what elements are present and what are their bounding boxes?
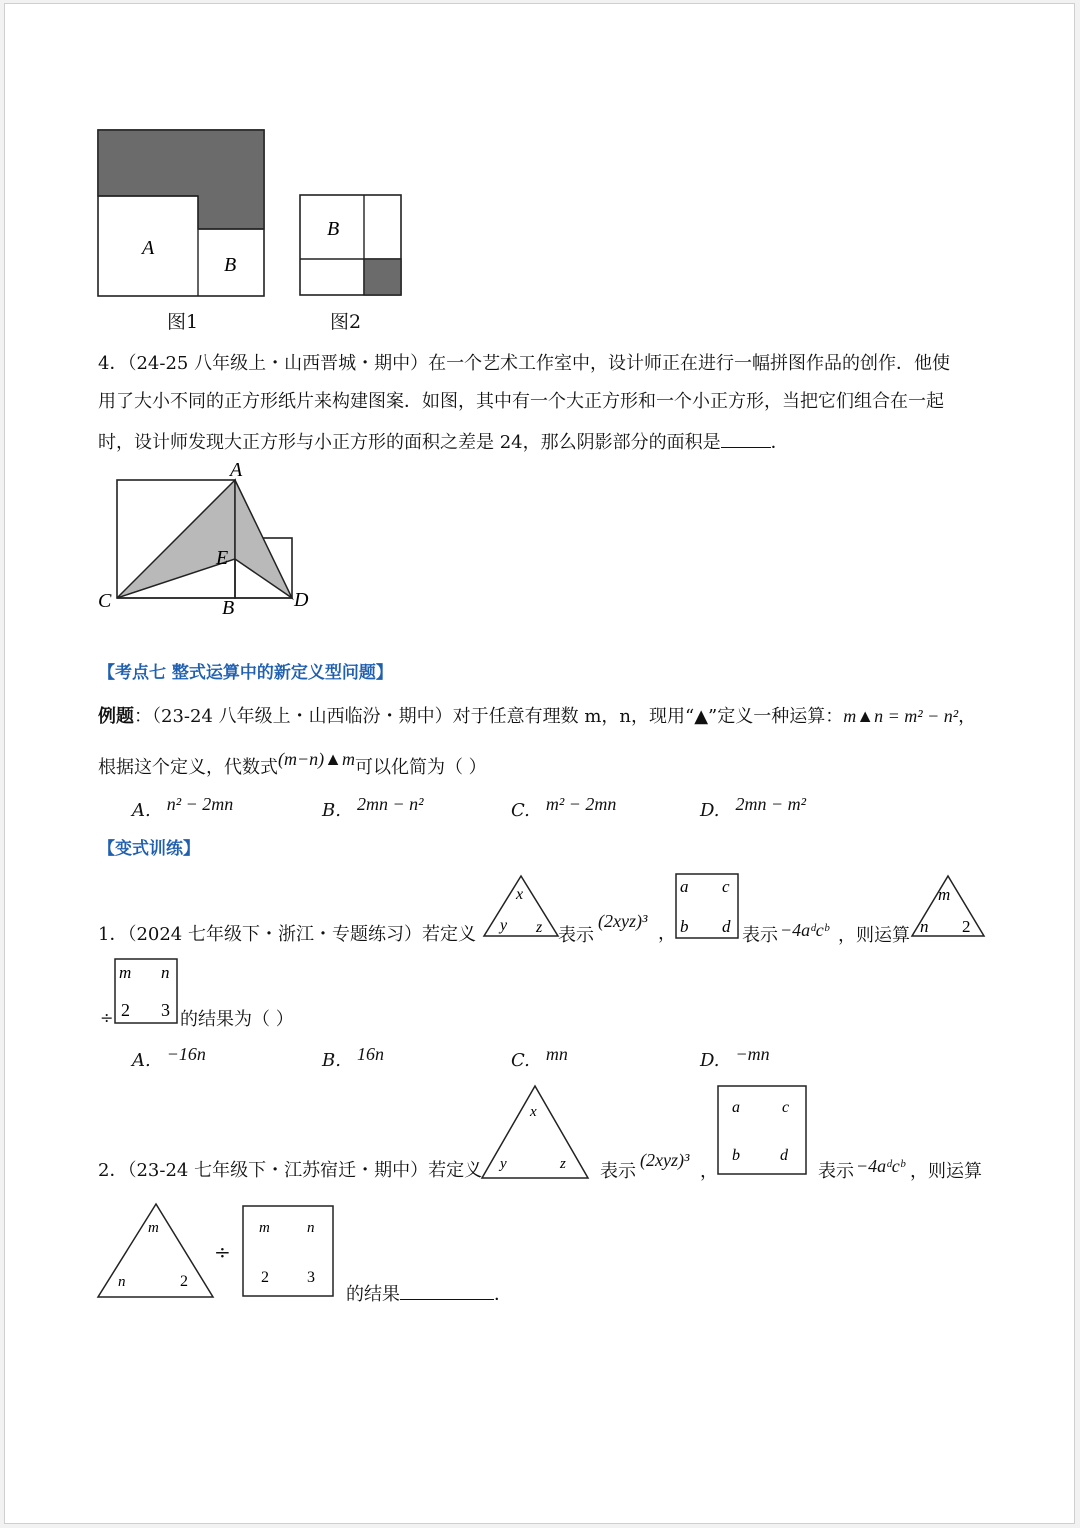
practice-q2-then: ，则运算 [910, 1161, 982, 1182]
practice-q2-box [716, 1084, 808, 1176]
figure-2 [298, 193, 404, 298]
svg-text:z: z [560, 1156, 566, 1172]
q4-line-2: 用了大小不同的正方形纸片来构建图案．如图，其中有一个大正方形和一个小正方形，当把它们组合在一起 [98, 391, 944, 412]
svg-text:y: y [500, 917, 508, 934]
svg-text:m: m [148, 1220, 159, 1236]
figure-2-shaded-square [364, 259, 401, 295]
example-line-1-text: ：（23-24 八年级上・山西临汾・期中）对于任意有理数 m，n，现用“▲”定义一种运算： [134, 706, 844, 727]
example-label: 例题 [98, 706, 134, 727]
practice-q1-result: 的结果为（ ） [180, 1009, 294, 1030]
q4-line-1: 4．（24-25 八年级上・山西晋城・期中）在一个艺术工作室中，设计师正在进行一幅拼图作品的创作．他使 [98, 353, 951, 374]
practice-q1-comma: ， [658, 923, 676, 944]
practice-q1-then: ，则运算 [838, 925, 910, 946]
practice-q1-represents-2: 表示 [742, 925, 778, 946]
svg-text:a: a [732, 1099, 740, 1116]
practice-q2-prefix: 2．（23-24 七年级下・江苏宿迁・期中）若定义 [98, 1160, 483, 1181]
example-line-2 [98, 749, 487, 778]
example-line-2-post: 可以化简为（ ） [354, 757, 487, 778]
q4-line-3-end: ． [770, 432, 789, 453]
practice-q2-divide: ÷ [214, 1240, 231, 1264]
svg-text:d: d [722, 917, 731, 936]
section-7-heading: 【考点七 整式运算中的新定义型问题】 [98, 663, 393, 683]
practice-q1-option-b[interactable]: B. 16n [322, 1044, 384, 1071]
svg-text:m: m [119, 963, 132, 982]
figure-2-caption: 图2 [330, 311, 362, 333]
practice-q1-option-c[interactable]: C. mn [511, 1044, 568, 1071]
q4-figure [94, 458, 324, 618]
figure-1-label-b: B [224, 254, 237, 276]
example-expression: (m−n)▲m [278, 749, 355, 769]
example-option-b[interactable]: B. 2mn − n² [322, 794, 424, 821]
practice-q1-expr-1: (2xyz)³ [598, 911, 648, 931]
practice-q1-box-2 [113, 957, 179, 1025]
example-line-2-pre: 根据这个定义，代数式 [98, 757, 278, 778]
svg-text:y: y [500, 1156, 507, 1172]
practice-q2-triangle-2 [96, 1202, 216, 1300]
svg-text:3: 3 [161, 1000, 170, 1020]
practice-q2-result [346, 1283, 512, 1304]
figure-2-label-b: B [327, 218, 340, 240]
svg-text:2: 2 [180, 1273, 188, 1290]
svg-text:d: d [780, 1147, 788, 1164]
example-option-a[interactable]: A. n² − 2mn [132, 794, 234, 821]
svg-text:c: c [722, 877, 730, 896]
q4-label-a: A [230, 459, 243, 481]
practice-q1-expr-2: −4aᵈcᵇ [780, 920, 829, 940]
practice-q1-option-a[interactable]: A. −16n [132, 1044, 206, 1071]
practice-q1-prefix: 1．（2024 七年级下・浙江・专题练习）若定义 [98, 924, 476, 945]
svg-text:x: x [516, 886, 524, 903]
svg-text:c: c [782, 1099, 790, 1116]
svg-text:m: m [938, 885, 951, 904]
practice-q2-answer-blank[interactable] [400, 1283, 494, 1300]
practice-q1-divide: ÷ [100, 1008, 114, 1027]
example-formula: m▲n = m² − n² [843, 706, 959, 726]
practice-q2-comma: ， [700, 1161, 718, 1182]
example-line-1 [98, 707, 976, 726]
practice-heading: 【变式训练】 [98, 839, 200, 859]
q4-line-3-text: 时，设计师发现大正方形与小正方形的面积之差是 24，那么阴影部分的面积是 [98, 432, 721, 453]
svg-text:x: x [530, 1104, 537, 1120]
svg-text:b: b [680, 917, 689, 936]
practice-q1-triangle-2 [910, 874, 986, 938]
practice-q1-represents-1: 表示 [558, 925, 594, 946]
practice-q2-represents-2: 表示 [818, 1161, 854, 1182]
svg-text:b: b [732, 1147, 740, 1164]
figure-1-caption: 图1 [167, 311, 199, 333]
q4-shaded-triangle-left [117, 480, 235, 598]
practice-q2-box-2 [241, 1204, 335, 1298]
q4-answer-blank[interactable] [721, 431, 771, 448]
svg-text:n: n [118, 1274, 126, 1290]
svg-text:2: 2 [261, 1269, 269, 1286]
q4-label-c: C [98, 590, 112, 612]
svg-text:2: 2 [962, 917, 971, 936]
example-option-d[interactable]: D. 2mn − m² [700, 794, 807, 821]
q4-line-3 [98, 431, 789, 452]
q4-label-b: B [222, 597, 235, 618]
svg-text:n: n [307, 1220, 315, 1236]
practice-q1-box [674, 872, 740, 940]
example-option-c[interactable]: C. m² − 2mn [511, 794, 617, 821]
practice-q2-triangle [480, 1084, 590, 1180]
svg-text:n: n [161, 963, 170, 982]
q4-shaded-triangle-right [235, 480, 292, 598]
practice-q2-end: ． [494, 1284, 512, 1305]
svg-text:z: z [536, 919, 543, 936]
practice-q2-result-text: 的结果 [346, 1284, 400, 1305]
figure-1-label-a: A [142, 237, 155, 259]
svg-text:a: a [680, 877, 689, 896]
practice-q2-represents-1: 表示 [600, 1161, 636, 1182]
svg-text:3: 3 [307, 1269, 315, 1286]
practice-q2-expr-2: −4aᵈcᵇ [856, 1156, 905, 1176]
practice-q2-expr-1: (2xyz)³ [640, 1150, 690, 1170]
q4-label-e: E [216, 547, 229, 569]
q4-label-d: D [294, 589, 309, 611]
example-comma: ， [958, 706, 977, 727]
practice-q1-triangle [482, 874, 560, 938]
svg-text:n: n [920, 917, 929, 936]
figure-1 [96, 128, 268, 298]
practice-q1-option-d[interactable]: D. −mn [700, 1044, 770, 1071]
svg-text:m: m [259, 1220, 270, 1236]
svg-text:2: 2 [121, 1000, 130, 1020]
